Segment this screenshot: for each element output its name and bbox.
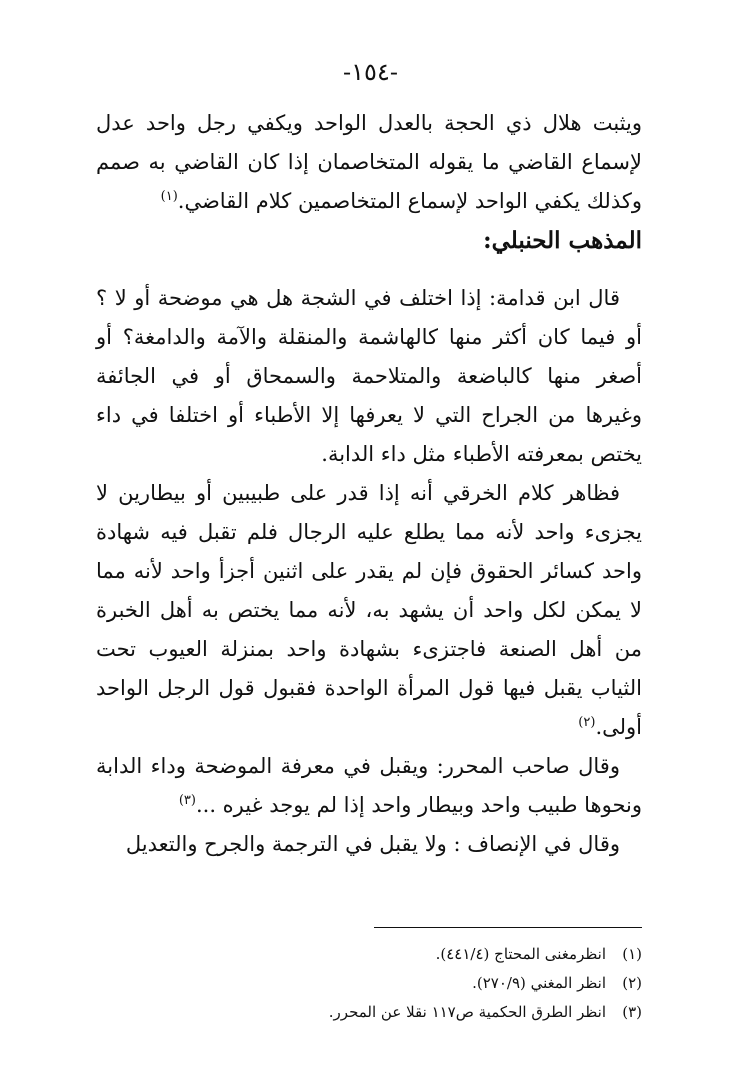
paragraph-insaf [96,825,642,864]
paragraph-ibn-qudama [96,279,642,474]
paragraph-text: ويثبت هلال ذي الحجة بالعدل الواحد ويكفي رجل واحد عدل لإسماع القاضي ما يقوله المتخاصمان إذا كان القاضي به صمم وكذلك يكفي الواحد لإسماع المتخاصمين كلام القاضي. [96,111,642,213]
footnote-item [96,998,642,1027]
section-heading: المذهب الحنبلي: [483,227,642,254]
footnote-number: (٢) [622,974,642,992]
paragraph-hilal [96,104,642,221]
footnote-reference: (٢) [578,715,596,730]
footnote-reference: (٣) [178,793,196,808]
footnote-number: (٣) [622,1003,642,1021]
paragraph-muharrar [96,747,642,825]
footnote-text: انظرمغنى المحتاج (٤٤١/٤). [435,945,606,963]
paragraph-text: فظاهر كلام الخرقي أنه إذا قدر على طبيبين أو بيطارين لا يجزىء واحد لأنه مما يطلع عليه الرجال فلم تقبل فيه شهادة واحد كسائر الحقوق فإن لم يقدر على اثنين أجزأ واحد لأنه مما لا يمكن لكل واحد أن يشهد به، لأنه مما يختص به أهل الخبرة من أهل الصنعة فاجتزىء بشهادة واحد بمنزلة العيوب تحت الثياب يقبل فيها قول المرأة الواحدة فقبول قول الرجل الواحد أولى. [96,481,642,739]
footnote-item [96,969,642,998]
footnote-text: انظر المغني (٢٧٠/٩). [472,974,606,992]
paragraph-text: وقال صاحب المحرر: ويقبل في معرفة الموضحة وداء الدابة ونحوها طبيب واحد وبيطار واحد إذا لم يوجد غيره ... [96,754,642,817]
paragraph-khiraqi [96,474,642,747]
footnote-item [96,940,642,969]
footnote-divider [374,927,642,928]
main-text [96,104,642,864]
footnotes [96,940,642,1027]
page-number: -١٥٤- [343,58,398,86]
paragraph-text: وقال في الإنصاف : ولا يقبل في الترجمة والجرح والتعديل [125,832,620,856]
footnote-text: انظر الطرق الحكمية ص١١٧ نقلا عن المحرر. [328,1003,606,1021]
footnote-number: (١) [622,945,642,963]
paragraph-text: قال ابن قدامة: إذا اختلف في الشجة هل هي موضحة أو لا ؟ أو فيما كان أكثر منها كالهاشمة والمنقلة والآمة والدامغة؟ أو أصغر منها كالباضعة والمتلاحمة والسمحاق أو في الجائفة وغيرها من الجراح التي لا يعرفها إلا الأطباء أو اختلفا في داء يختص بمعرفته الأطباء مثل داء الدابة. [96,286,642,466]
footnote-reference: (١) [160,189,178,204]
